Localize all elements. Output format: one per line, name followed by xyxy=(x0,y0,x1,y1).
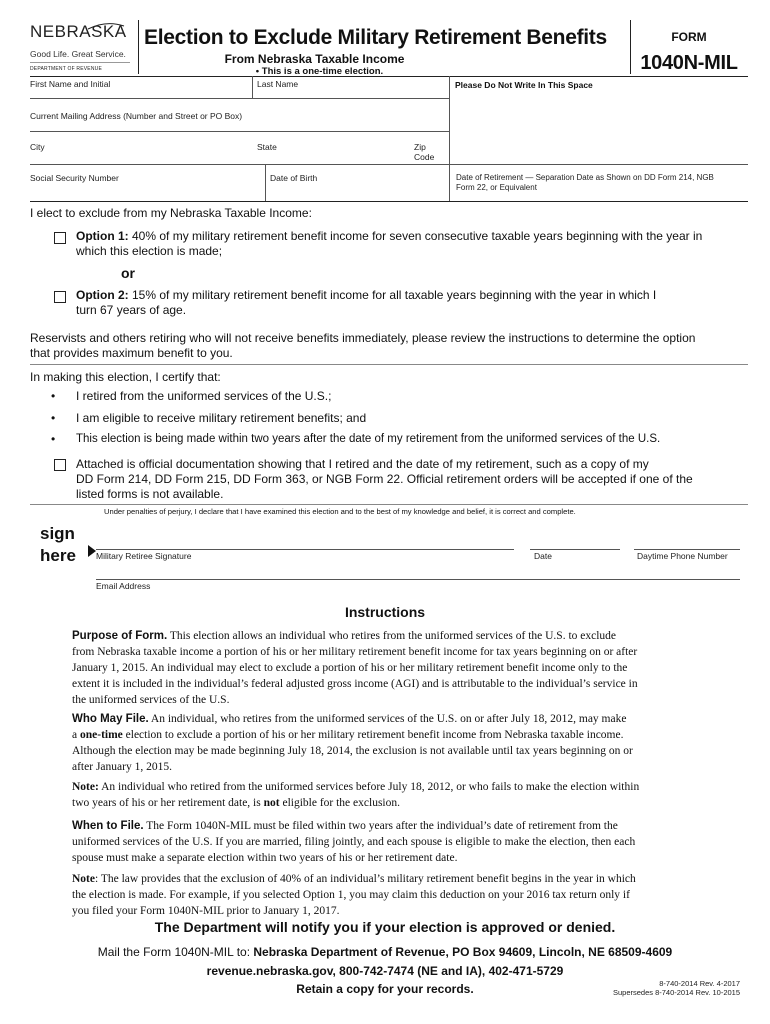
last-name-field[interactable]: Last Name xyxy=(257,79,299,89)
who-one-time: one-time xyxy=(79,729,123,741)
note1-heading: Note: xyxy=(72,781,99,793)
certify-bullet-3: This election is being made within two years after the date of my retirement from the uniformed services of the U.S. xyxy=(76,433,661,445)
first-name-field[interactable]: First Name and Initial xyxy=(30,79,111,89)
who-line2c: election to exclude a portion of his or her military retirement benefit income from Nebraska taxable income. xyxy=(122,729,624,741)
page-subtitle: From Nebraska Taxable Income xyxy=(224,52,405,66)
ssn-field[interactable]: Social Security Number xyxy=(30,173,119,183)
option1-label: Option 1: xyxy=(76,229,129,243)
or-label: or xyxy=(121,265,135,281)
attached-checkbox[interactable] xyxy=(54,459,66,471)
signature-field[interactable] xyxy=(96,536,514,562)
option1-text xyxy=(76,229,702,259)
arrow-icon xyxy=(88,545,96,557)
bullet-dot: • xyxy=(51,389,56,403)
contact-info: revenue.nebraska.gov, 800-742-7474 (NE and IA), 402-471-5729 xyxy=(206,964,564,978)
logo-tagline: Good Life. Great Service. xyxy=(30,49,126,59)
here-label: here xyxy=(40,546,76,565)
date-field[interactable] xyxy=(530,536,620,562)
logo-swoosh-icon xyxy=(86,22,126,30)
who-line4: after January 1, 2015. xyxy=(72,761,172,773)
date-label: Date xyxy=(534,551,552,561)
certify-bullet-1: I retired from the uniformed services of the U.S.; xyxy=(76,389,332,403)
when-section xyxy=(72,818,692,866)
phone-field[interactable] xyxy=(634,536,740,562)
logo-department: DEPARTMENT OF REVENUE xyxy=(30,66,102,72)
election-intro: I elect to exclude from my Nebraska Taxable Income: xyxy=(30,206,312,220)
who-line1: An individual, who retires from the uniformed services of the U.S. on or after July 18, 2012, may make xyxy=(148,713,627,725)
note2-line1: : The law provides that the exclusion of 40% of an individual’s military retirement benefit begins in the year in which xyxy=(95,873,636,885)
purpose-heading: Purpose of Form. xyxy=(72,630,168,642)
purpose-line4: extent it is included in the individual’s federal adjusted gross income (AGI) and is attributable to the individual’s service in xyxy=(72,678,638,690)
who-heading: Who May File. xyxy=(72,713,149,725)
note1-section xyxy=(72,779,692,811)
revision-date: 8-740-2014 Rev. 4-2017 xyxy=(659,979,740,988)
certify-bullet-2: I am eligible to receive military retirement benefits; and xyxy=(76,411,367,425)
retirement-date-label-1: Date of Retirement — Separation Date as Shown on DD Form 214, NGB xyxy=(456,173,714,182)
option1-line1: 40% of my military retirement benefit income for seven consecutive taxable years beginning with the year in xyxy=(128,229,703,243)
option2-label: Option 2: xyxy=(76,288,129,302)
retirement-date-field[interactable] xyxy=(456,173,748,199)
retirement-date-label-2: Form 22, or Equivalent xyxy=(456,183,537,192)
form-number: 1040N-MIL xyxy=(640,52,738,74)
note1-line2a: two years of his or her retirement date, is xyxy=(72,797,264,809)
when-heading: When to File. xyxy=(72,820,144,832)
supersedes-date: Supersedes 8-740-2014 Rev. 10-2015 xyxy=(612,988,740,997)
option1-line2: which this election is made; xyxy=(76,244,223,258)
sign-label: sign xyxy=(40,524,75,543)
option2-checkbox[interactable] xyxy=(54,291,66,303)
retain-copy: Retain a copy for your records. xyxy=(296,982,474,996)
one-time-note: • This is a one-time election. xyxy=(255,66,384,77)
reservists-line1: Reservists and others retiring who will not receive benefits immediately, please review the instructions to determine the option xyxy=(30,331,696,345)
logo-name: NEBRASKA xyxy=(30,22,127,41)
when-line1: The Form 1040N-MIL must be filed within two years after the individual’s date of retirement from the xyxy=(143,820,618,832)
purpose-section xyxy=(72,628,692,708)
option2-line1: 15% of my military retirement benefit income for all taxable years beginning with the year in which I xyxy=(128,288,657,302)
note2-section xyxy=(72,871,692,919)
attached-line2: DD Form 214, DD Form 215, DD Form 363, or NGB Form 22. Official retirement orders will be accepted if one of the xyxy=(76,472,693,486)
phone-label: Daytime Phone Number xyxy=(637,551,728,561)
notify-statement: The Department will notify you if your election is approved or denied. xyxy=(154,919,616,935)
instructions-title: Instructions xyxy=(344,604,426,620)
mail-instructions xyxy=(0,945,770,959)
attached-text xyxy=(76,457,693,502)
email-field[interactable] xyxy=(96,566,740,592)
attached-line1: Attached is official documentation showing that I retired and the date of my retirement, such as a copy of my xyxy=(76,457,649,471)
address-field[interactable]: Current Mailing Address (Number and Street or PO Box) xyxy=(30,111,243,121)
option1-checkbox[interactable] xyxy=(54,232,66,244)
bullet-dot: • xyxy=(51,411,56,425)
mail-address: Nebraska Department of Revenue, PO Box 94609, Lincoln, NE 68509-4609 xyxy=(253,945,673,959)
who-line3: Although the election may be made beginning July 18, 2014, the exclusion is not available until tax years beginning on or xyxy=(72,745,633,757)
note1-line2c: eligible for the exclusion. xyxy=(279,797,400,809)
signature-label: Military Retiree Signature xyxy=(96,551,192,561)
note1-line1: An individual who retired from the uniformed services before July 18, 2012, or who fails to make the election within xyxy=(98,781,640,793)
reservists-note xyxy=(30,331,695,361)
who-section xyxy=(72,711,692,775)
dob-field[interactable]: Date of Birth xyxy=(270,173,318,183)
when-line3: spouse must make a separate election within two years of his or her retirement date. xyxy=(72,852,458,864)
email-label: Email Address xyxy=(96,581,151,591)
purpose-line1: This election allows an individual who retires from the uniformed services of the U.S. to exclude xyxy=(167,630,617,642)
attached-line3: listed forms is not available. xyxy=(76,487,224,501)
who-line2a: a xyxy=(72,729,80,741)
city-field[interactable]: City xyxy=(30,142,45,152)
perjury-statement: Under penalties of perjury, I declare that I have examined this election and to the best of my knowledge and belief, it is correct and complete. xyxy=(104,507,576,516)
form-label: FORM xyxy=(671,30,707,44)
reservists-line2: that provides maximum benefit to you. xyxy=(30,346,233,360)
logo xyxy=(30,22,134,74)
page-title: Election to Exclude Military Retirement Benefits xyxy=(144,26,607,49)
note2-line2: the election is made. For example, if you selected Option 1, you may claim this deduction on your 2016 tax return only if xyxy=(72,889,630,901)
bullet-dot: • xyxy=(51,432,56,446)
zip-field[interactable]: Zip Code xyxy=(414,142,435,162)
revision-info xyxy=(560,979,740,997)
do-not-write-label: Please Do Not Write In This Space xyxy=(455,80,593,90)
certify-intro: In making this election, I certify that: xyxy=(30,370,221,384)
note2-line3: you filed your Form 1040N-MIL prior to January 1, 2017. xyxy=(72,905,340,917)
purpose-line2: from Nebraska taxable income a portion of his or her military retirement benefit income for tax years beginning on or after xyxy=(72,646,638,658)
note2-heading: Note xyxy=(72,873,95,885)
option2-line2: turn 67 years of age. xyxy=(76,303,187,317)
mail-prefix: Mail the Form 1040N-MIL to: xyxy=(97,945,254,959)
purpose-line3: January 1, 2015. An individual may elect to exclude a portion of his or her military retirement benefit income only to the xyxy=(72,662,628,674)
state-field[interactable]: State xyxy=(257,142,277,152)
purpose-line5: the uniformed services of the U.S. xyxy=(72,694,230,706)
when-line2: uniformed services of the U.S. If you are married, filing jointly, and each spouse is eligible to make the election, then each xyxy=(72,836,636,848)
option2-text xyxy=(76,288,656,318)
note1-not: not xyxy=(263,797,280,809)
